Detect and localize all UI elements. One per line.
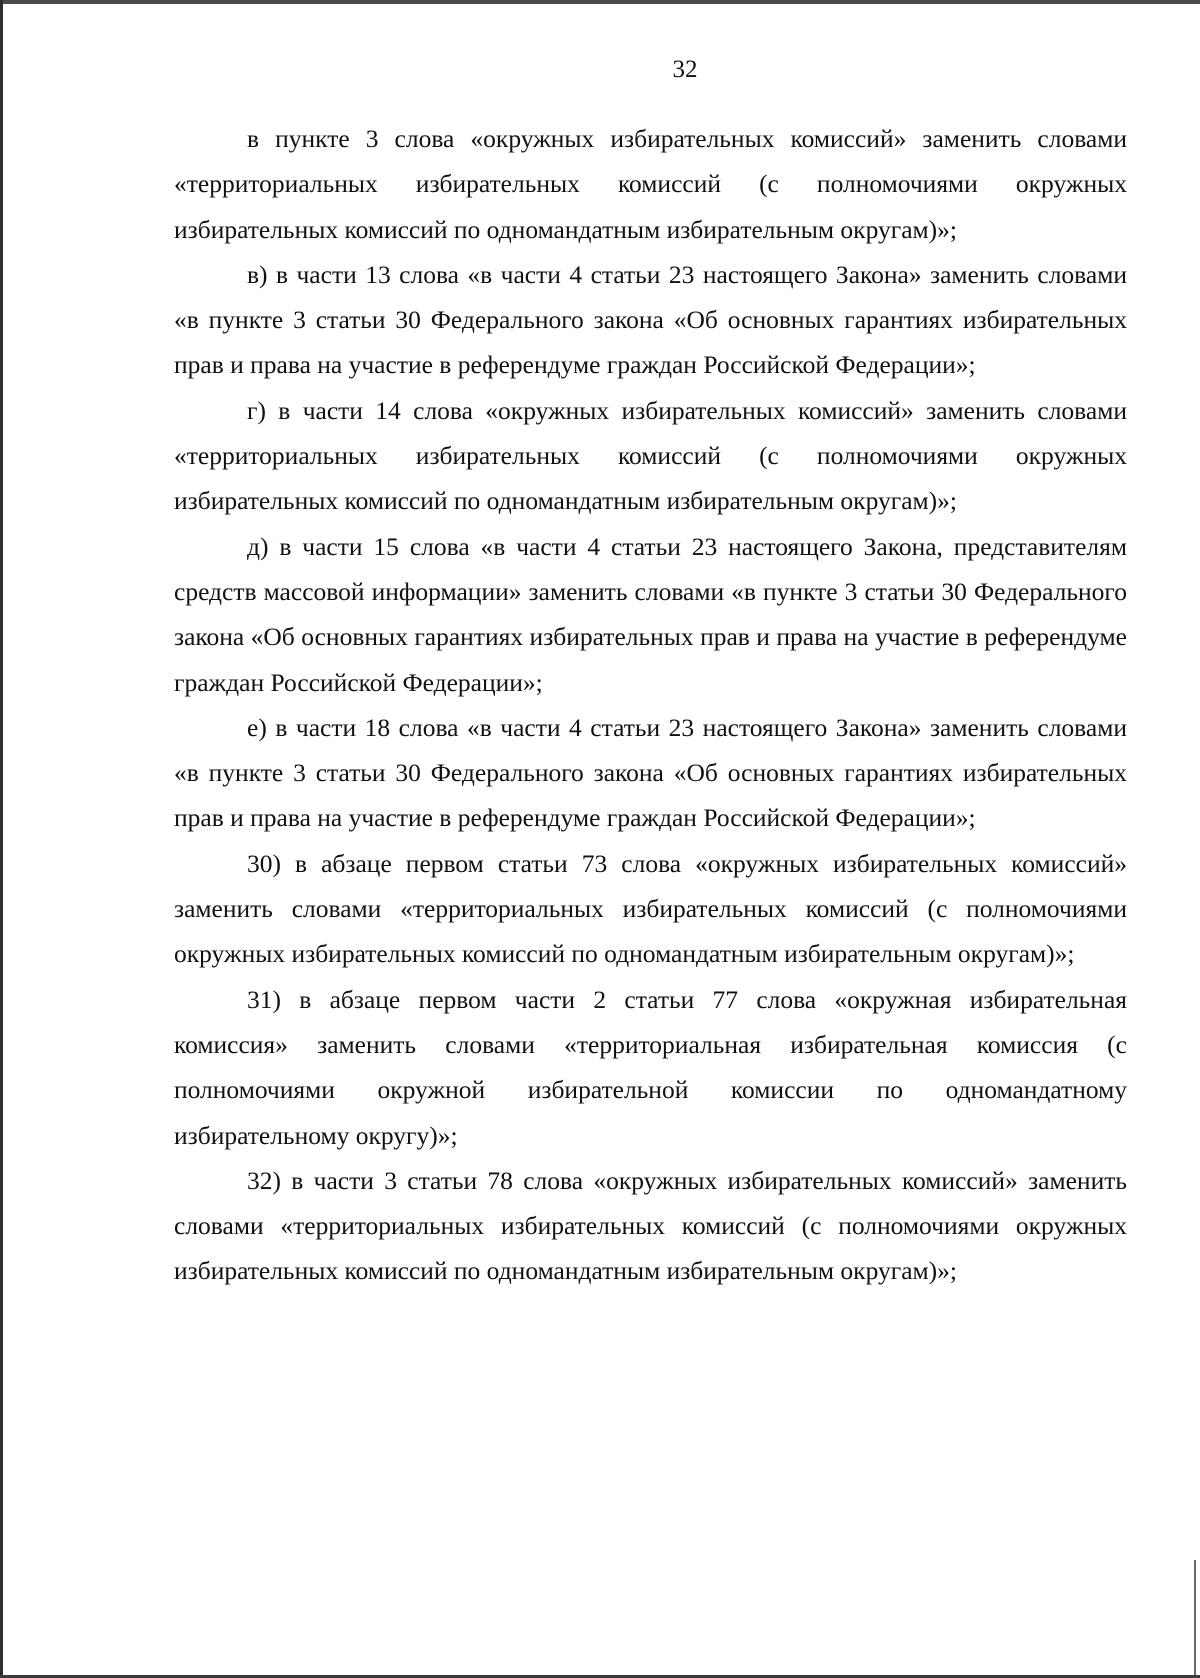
scan-border-right — [1194, 1560, 1196, 1678]
page-number: 32 — [672, 56, 698, 83]
scan-border-top — [0, 0, 1200, 4]
paragraph-32: 32) в части 3 статьи 78 слова «окружных избирательных комиссий» заменить словами «территориальных избирательных комиссий (с полномочиями окружных избирательных комиссий по одномандатным избирательным округам)»; — [174, 1165, 1127, 1286]
scan-border-left — [0, 0, 3, 1678]
paragraph-d: д) в части 15 слова «в части 4 статьи 23 настоящего Закона, представителям средств массовой информации» заменить словами «в пункте 3 статьи 30 Федерального закона «Об основных гарантиях избирательных прав и права на участие в референдуме граждан Российской Федерации»; — [174, 531, 1127, 697]
paragraph-e: е) в части 18 слова «в части 4 статьи 23 настоящего Закона» заменить словами «в пункте 3 статьи 30 Федерального закона «Об основных гарантиях избирательных прав и права на участие в референдуме граждан Российской Федерации»; — [174, 712, 1127, 833]
paragraph-v: в) в части 13 слова «в части 4 статьи 23 настоящего Закона» заменить словами «в пункте 3 статьи 30 Федерального закона «Об основных гарантиях избирательных прав и права на участие в референдуме граждан Российской Федерации»; — [174, 259, 1127, 380]
paragraph-31: 31) в абзаце первом части 2 статьи 77 слова «окружная избирательная комиссия» заменить словами «территориальная избирательная комиссия (с полномочиями окружной избирательной комиссии по одномандатному избирательному округу)»; — [174, 984, 1127, 1150]
paragraph-g: г) в части 14 слова «окружных избирательных комиссий» заменить словами «территориальных избирательных комиссий (с полномочиями окружных избирательных комиссий по одномандатным избирательным округам)»; — [174, 395, 1127, 516]
paragraph-item-3-continuation: в пункте 3 слова «окружных избирательных комиссий» заменить словами «территориальных избирательных комиссий (с полномочиями окружных избирательных комиссий по одномандатным избирательным округам)»; — [174, 124, 1127, 244]
paragraph-30: 30) в абзаце первом статьи 73 слова «окружных избирательных комиссий» заменить словами «территориальных избирательных комиссий (с полномочиями окружных избирательных комиссий по одномандатным избирательным округам)»; — [174, 848, 1127, 969]
document-body — [174, 116, 1127, 1294]
